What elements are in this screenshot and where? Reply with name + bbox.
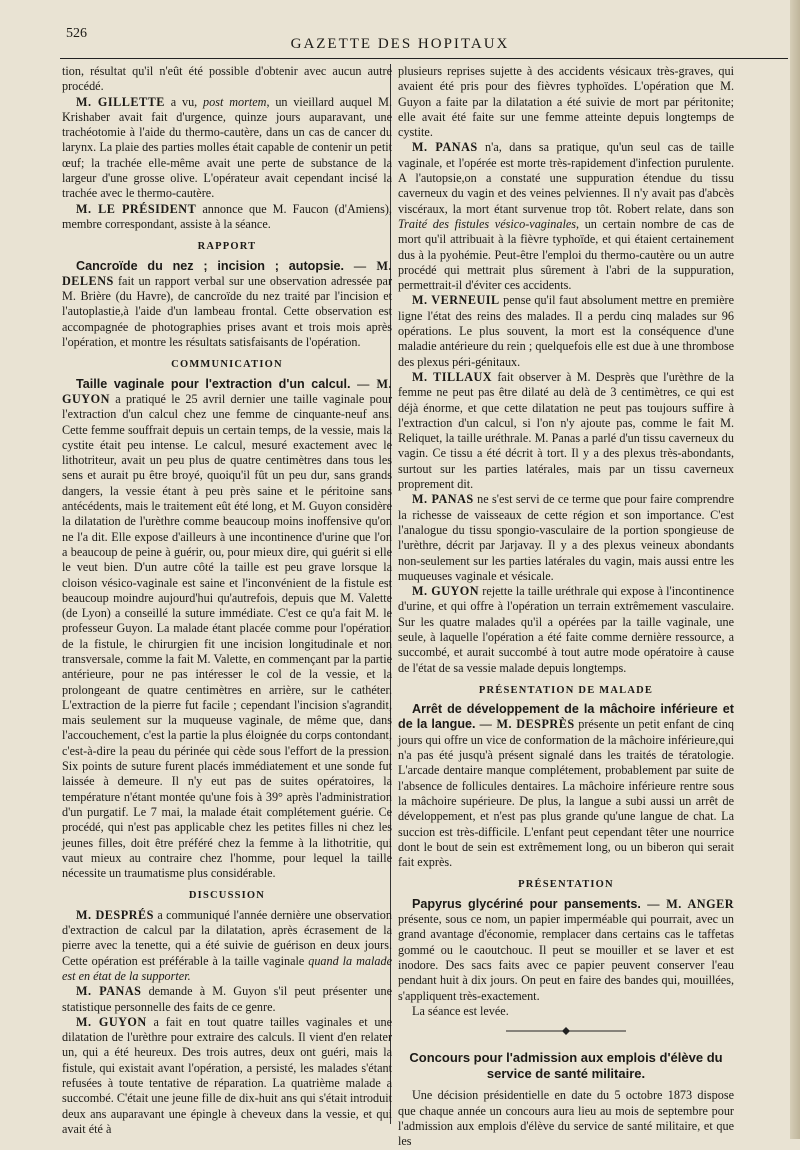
article-title: Cancroïde du nez ; incision ; autopsie. <box>76 258 345 273</box>
section-heading: COMMUNICATION <box>171 359 283 371</box>
ornamental-rule <box>398 1025 734 1040</box>
speaker-name: M. GUYON <box>76 1014 147 1029</box>
paragraph: Une décision présidentielle en date du 5 octobre 1873 dispose que chaque année un concours aura lieu au mois de septembre pour l'admission aux emplois d'élève du service de santé militaire, et que les <box>398 1088 734 1149</box>
speaker-name: M. DESPRÉS <box>76 907 154 922</box>
speaker-name: M. GILLETTE <box>76 94 165 109</box>
speaker-name: M. LE PRÉSIDENT <box>76 201 197 216</box>
speaker-name: M. PANAS <box>412 492 474 507</box>
article-title: Taille vaginale pour l'extraction d'un calcul. <box>76 376 351 391</box>
section-heading: PRÉSENTATION DE MALADE <box>478 684 654 696</box>
speaker-name: — M. ANGER <box>640 896 734 911</box>
paragraph: M. GUYON rejette la taille uréthrale qui expose à l'incontinence d'urine, et qui offre à l'opération un terrain extrêmement vasculaire. Sur les quatre malades qu'il a opérées par la taille vaginale, une seule, à laquelle l'opération a été faite comme dernière ressource, a succombé, et aurait succombé à tout autre mode opératoire à cause de l'état de sa vessie malade depuis longtemps. <box>398 584 734 675</box>
speaker-name: — M. GUYON <box>62 376 392 406</box>
paragraph: M. PANAS n'a, dans sa pratique, qu'un seul cas de taille vaginale, et l'opérée est morte très-rapidement d'infection purulente. A l'autopsie,on a constaté une suppuration étendue du tissu caverneux du vagin et des veines pelviennes. Il n'y avait pas d'abcès viscéraux, la mort étant survenue trop tôt. Robert relate, dans son Traité des fistules vésico-vaginales, un certain nombre de cas de mort qu'il attribuait à la fièvre typhoïde, et qui étaient certainement dus à la pyohémie. Peut-être l'emploi du thermo-cautère ou un autre procédé qui mettrait plus sûrement à l'abri de la suppuration, permettrait-il d'éviter ces accidents. <box>398 140 735 293</box>
speaker-name: M. PANAS <box>412 140 478 155</box>
paragraph: M. GILLETTE a vu, post mortem, un vieillard auquel M. Krishaber avait fait d'urgence, quinze jours auparavant, une trachéotomie à l'aide du thermo-cautère, dans un cas de cancer du larynx. La plaie des parties molles était capable de contenir un petit œuf; la trachée elle-même avait une perte de substance de la largeur d'une grosse olive. L'opérateur avait cependant incisé la trachée avec le thermo-cautère. <box>62 94 392 201</box>
ornament-divider-icon <box>506 1027 626 1035</box>
section-heading: PRÉSENTATION <box>518 879 614 891</box>
speaker-name: M. TILLAUX <box>412 369 493 384</box>
paragraph: M. LE PRÉSIDENT annonce que M. Faucon (d'Amiens), membre correspondant, assiste à la séance. <box>62 201 392 231</box>
running-title: GAZETTE DES HOPITAUX <box>290 36 510 52</box>
page-number: 526 <box>66 26 87 41</box>
speaker-name: — M. DESPRÈS <box>475 717 575 732</box>
paragraph: M. VERNEUIL pense qu'il faut absolument mettre en première ligne l'état des reins des malades. Il a perdu cinq malades sur 96 opérations. Le plus souvent, la mort est la conséquence d'une maladie antérieure du rein ; quelquefois elle est due à une thrombose des plexus péri-génitaux. <box>398 293 734 369</box>
paragraph: Taille vaginale pour l'extraction d'un calcul. — M. GUYON a pratiqué le 25 avril dernier une taille vaginale pour l'extraction d'un calcul chez une femme de cinquante-neuf ans. Cette femme souffrait depuis un certain temps, de la vessie, mais la cystite était peu intense. Le calcul, mesuré exactement avec le lithotriteur, avait un peu plus de quatre centimètres dans tous les sens et aurait pu être broyé, quoiqu'il fût un peu dur, sans grands dangers, la vessie étant à peu près saine et le péritoine sans antécédents, mais le traitement eût été long, et M. Guyon considère la dilatation de l'urèthre comme beaucoup moins inoffensive qu'on ne l'a dit. Elle expose d'ailleurs à une incontinence d'urine que l'on a beaucoup de peine à guérir, ou, pour mieux dire, qui guérit si elle le veut bien. D'un autre côté la taille est peu grave lorsque la cloison vésico-vaginale est saine et l'inconvénient de la fistule est beaucoup moindre aujourd'hui qu'autrefois, depuis que M. Valette (de Lyon) a conseillé la suture immédiate. C'est ce qu'a fait M. le professeur Guyon. La malade étant placée comme pour l'opération de la fistule, le chirurgien fit une incision longitudinale et non transversale, comme la fait M. Valette, en commençant par la partie antérieure, pour ne pas intéresser le col de la vessie, et la prolongeant de quatre centimètres en arrière, sur le cathéter. L'extraction de la pierre fut facile ; cependant l'incision s'agrandit, mais seulement sur la muqueuse vaginale, de même que, dans l'accouchement, c'est la partie la plus éloignée du corps contondant, c'est-à-dire la peau du périnée qui cède sous l'effort de la pression. Six points de suture furent placés immédiatement et une sonde fut laissée à demeure. Il n'y eut pas de suites opératoires, la température n'étant montée qu'une fois à 39° après l'administration d'un purgatif. Le 7 mai, la malade était complétement guérie. Ce procédé, qui n'est pas applicable chez les petites filles ni chez les jeunes filles, doit être préféré chez la femme à la lithotritie, qui vaut mieux au contraire chez l'homme, pour lequel la taille nécessite un traumatisme plus considérable. <box>62 376 392 881</box>
paragraph: M. GUYON a fait en tout quatre tailles vaginales et une dilatation de l'urèthre pour extraire des calculs. Il vient d'en relater un, qui a été heureux. Des trois autres, deux ont guéri, mais la fistule, qui existait avant l'opération, a persisté, les malades s'étant refusées à toute tentative de réparation. La quatrième malade a succombé. C'était une jeune fille de dix-huit ans qui s'était introduit deux ans auparavant une épingle à cheveux dans la vessie, et qui avait été à <box>62 1014 392 1136</box>
article-title: Papyrus glycériné pour pansements. <box>412 896 641 911</box>
speaker-name: M. GUYON <box>412 584 480 599</box>
paragraph: plusieurs reprises sujette à des accidents vésicaux très-graves, qui avaient été pris pour des fièvres typhoïdes. L'opération que M. Guyon a faite par la dilatation a été suivie de mort par péritonite; elle avait été faite sur une femme atteinte depuis longtemps de cystite. <box>398 64 734 140</box>
speaker-name: M. VERNEUIL <box>412 293 500 308</box>
speaker-name: M. PANAS <box>76 984 142 999</box>
paragraph: Papyrus glycériné pour pansements. — M. ANGER présente, sous ce nom, un papier imperméable qui pourrait, avec un grand avantage d'économie, remplacer dans certains cas le taffetas gommé ou le caoutchouc. Il peut se mouiller et se laver et est inodore. Des sacs faits avec ce papier peuvent conserver l'eau pendant huit à dix jours. On peut en faire des bandes qui, mouillées, s'appliquent très-exactement. <box>398 896 734 1003</box>
paragraph: M. PANAS demande à M. Guyon s'il peut présenter une statistique personnelle des faits de ce genre. <box>62 984 392 1014</box>
right-column <box>398 64 734 1150</box>
paragraph: M. PANAS ne s'est servi de ce terme que pour faire comprendre la richesse de vaisseaux de cette région et son importance. C'est l'analogue du tissu spongio-vasculaire de la portion spongieuse de l'urèthre, décrit par Jarjavay. Il y a des plexus veineux abondants non-seulement sur les parties latérales du vagin, mais aussi entre les muqueuses vaginale et vésicale. <box>398 492 734 583</box>
paragraph: tion, résultat qu'il n'eût été possible d'obtenir avec aucun autre procédé. <box>62 64 392 94</box>
section-heading: DISCUSSION <box>188 890 266 902</box>
section-title: Concours pour l'admission aux emplois d'élève du service de santé militaire. <box>409 1050 723 1082</box>
paragraph: M. DESPRÉS a communiqué l'année dernière une observation d'extraction de calcul par la dilatation, après écrasement de la pierre avec la tenette, qui a été suivie de guérison en deux jours. Cette opération est préférable à la taille vaginale quand la malade est en état de la supporter. <box>62 907 392 983</box>
speaker-name: — M. DELENS <box>62 258 392 288</box>
paragraph: Arrêt de développement de la mâchoire inférieure et de la langue. — M. DESPRÈS présente un petit enfant de cinq jours qui offre un vice de conformation de la mâchoire inférieure,qui n'a pas été jusqu'à présent signalé dans les traités de tératologie. L'arcade dentaire manque complétement, probablement par suite de l'absence de follicules dentaires. La mâchoire inférieure rentre sous la mâchoire supérieure. De plus, la langue a subi aussi un arrêt de développement, et n'est pas plus grande qu'une langue de chat. La succion est très-difficile. L'enfant peut cependant têter une nourrice dont le bout de sein est extrêmement long, ou un biberon qui serait fait exprès. <box>398 702 734 870</box>
paragraph: La séance est levée. <box>412 1003 509 1018</box>
paragraph: Cancroïde du nez ; incision ; autopsie. — M. DELENS fait un rapport verbal sur une observation adressée par M. Brière (du Havre), de cancroïde du nez traité par l'incision et l'autoplastie,à l'aide d'un lambeau frontal. Cette observation est accompagnée de photographies prises avant et trois mois après l'opération, et montre les résultats satisfaisants de l'opération. <box>62 258 392 350</box>
page-edge <box>790 0 800 1139</box>
header-rule <box>60 58 788 59</box>
article-title: Arrêt de développement de la mâchoire inférieure et de la langue. <box>398 702 734 732</box>
section-heading: RAPPORT <box>197 241 257 253</box>
left-column <box>62 64 392 1137</box>
paragraph: M. TILLAUX fait observer à M. Desprès que l'urèthre de la femme ne peut pas être dilaté au delà de 3 centimètres, ce qui est déjà énorme, et que cette dilatation ne peut pas toujours suffire à l'extraction d'un calcul, si l'on n'y ajoute pas, comme le fait M. Reliquet, la taille uréthrale. M. Panas a parlé d'un tissu caverneux du vagin. Ce tissu a été décrit à tort. Il y a des plexus très-abondants, surtout sur les parties latérales, mais par un tissu caverneux proprement dit. <box>398 369 734 492</box>
